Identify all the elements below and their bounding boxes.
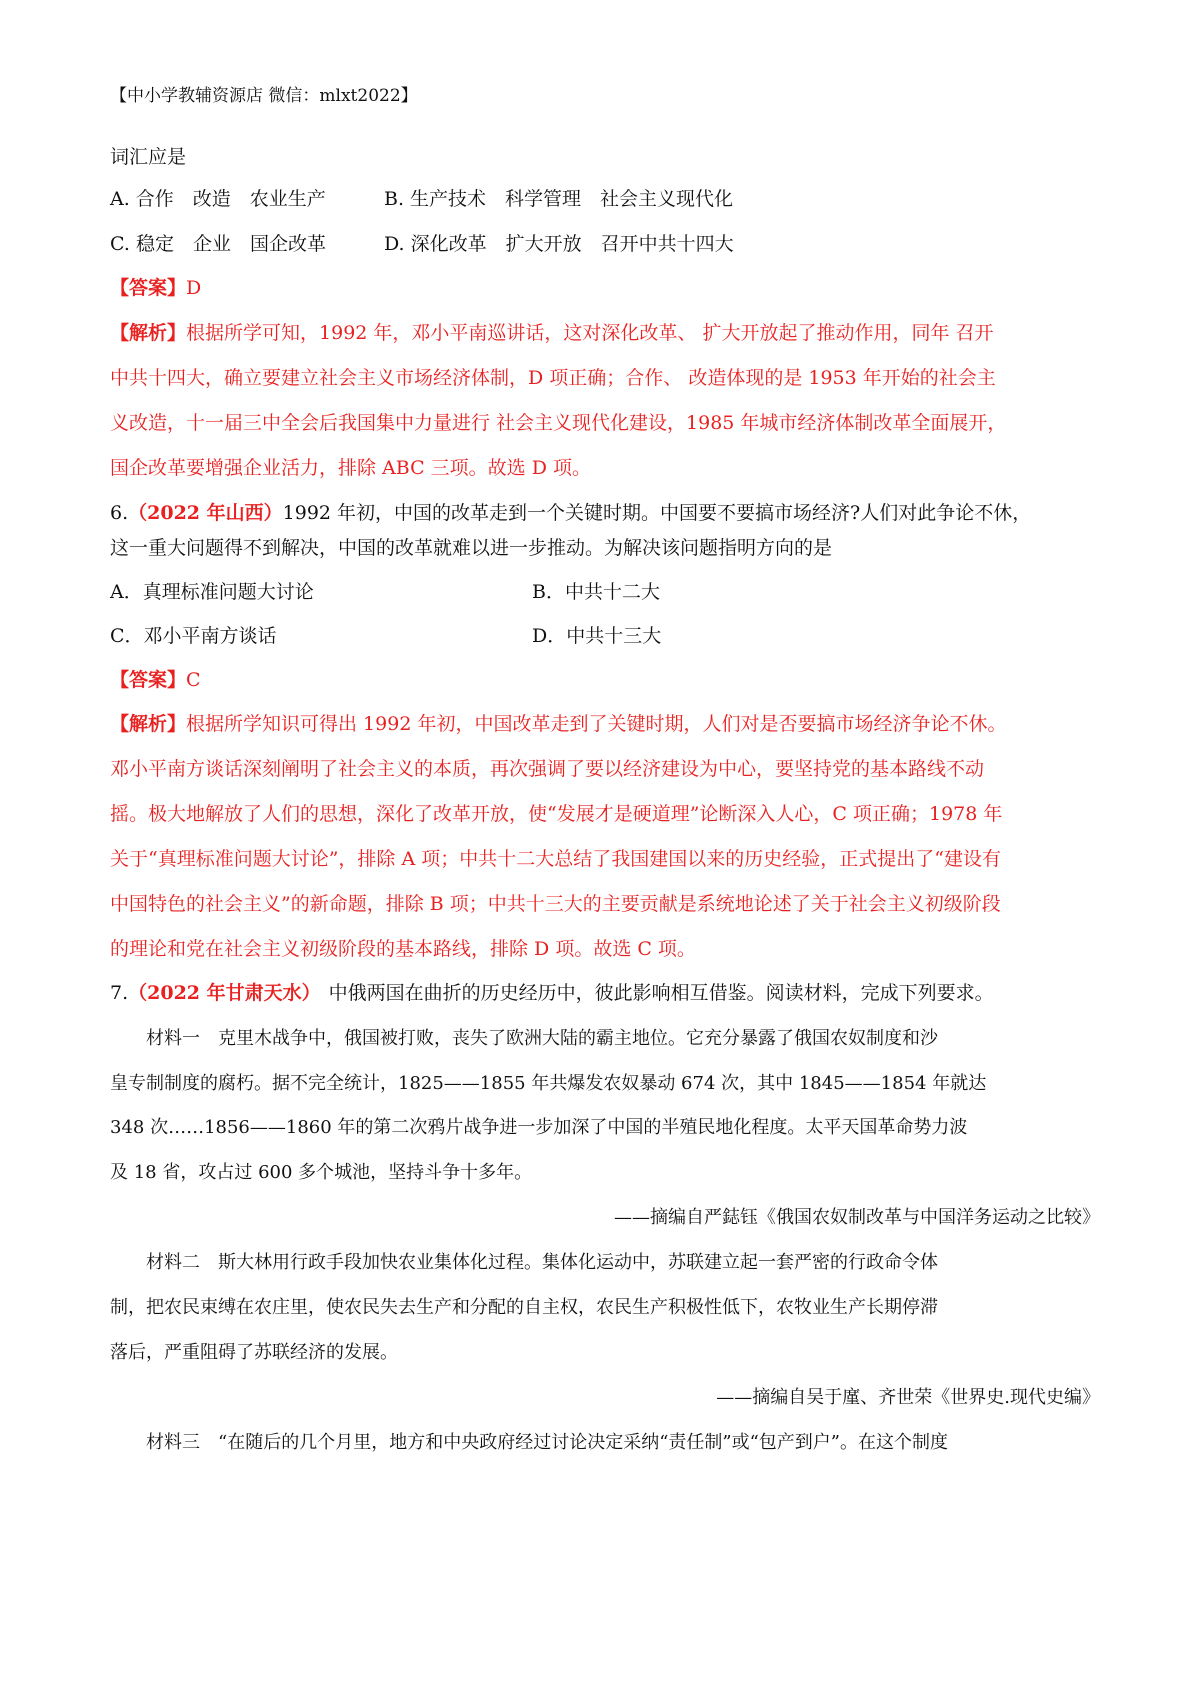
q6-analysis-line-2: 邓小平南方谈话深刻阐明了社会主义的本质，再次强调了要以经济建设为中心，要坚持党的基本路线不动 [110, 758, 985, 780]
q5-analysis-tag: 【解析】 [110, 322, 187, 344]
q7-stem [110, 981, 1100, 1005]
q5-option-c: C. 稳定 企业 国企改革 [110, 233, 326, 255]
q7-source: （2022 年甘肃天水） [128, 982, 321, 1004]
q6-analysis-line-6: 的理论和党在社会主义初级阶段的基本路线，排除 D 项。故选 C 项。 [110, 938, 696, 960]
q6-analysis-line-5: 中国特色的社会主义”的新命题，排除 B 项；中共十三大的主要贡献是系统地论述了关于社会主义初级阶段 [110, 893, 1001, 915]
header-watermark: 【中小学教辅资源店 微信：mlxt2022】 [110, 86, 418, 106]
q7-material-2-line-1: 材料二 斯大林用行政手段加快农业集体化过程。集体化运动中，苏联建立起一套严密的行政命令体 [146, 1252, 938, 1273]
q6-stem-line-2: 这一重大问题得不到解决，中国的改革就难以进一步推动。为解决该问题指明方向的是 [110, 537, 833, 559]
q7-material-2-source: ——摘编自吴于廑、齐世荣《世界史.现代史编》 [716, 1387, 1100, 1408]
q6-analysis-line-1 [110, 712, 1100, 736]
q6-source: （2022 年山西） [128, 502, 283, 524]
q5-answer-tag: 【答案】 [110, 277, 187, 299]
q6-stem-text-1: 1992 年初，中国的改革走到一个关键时期。中国要不要搞市场经济?人们对此争论不休， [282, 502, 1032, 524]
q6-answer-tag: 【答案】 [110, 669, 187, 691]
q7-material-1-line-1: 材料一 克里木战争中，俄国被打败，丧失了欧洲大陆的霸主地位。它充分暴露了俄国农奴制度和沙 [146, 1028, 938, 1049]
q5-analysis-line-2: 中共十四大，确立要建立社会主义市场经济体制，D 项正确；合作、 改造体现的是 1953 年开始的社会主 [110, 367, 996, 389]
q7-material-3-line-1: 材料三 “在随后的几个月里，地方和中央政府经过讨论决定采纳“责任制”或“包产到户”。在这个制度 [146, 1432, 949, 1453]
q6-option-b: B．中共十二大 [532, 581, 660, 603]
q6-analysis-tag: 【解析】 [110, 713, 187, 735]
q6-option-d: D．中共十三大 [532, 625, 662, 647]
q6-analysis-line-4: 关于“真理标准问题大讨论”，排除 A 项；中共十二大总结了我国建国以来的历史经验，正式提出了“建设有 [110, 848, 1001, 870]
q7-stem-text: 中俄两国在曲折的历史经历中，彼此影响相互借鉴。阅读材料，完成下列要求。 [328, 982, 994, 1004]
q5-options-row-2 [110, 232, 1100, 256]
q5-stem-tail: 词汇应是 [110, 146, 187, 168]
q7-material-2-line-2: 制，把农民束缚在农庄里，使农民失去生产和分配的自主权，农民生产积极性低下，农牧业生产长期停滞 [110, 1297, 938, 1318]
q5-options-row-1 [110, 187, 1100, 211]
q5-option-b: B. 生产技术 科学管理 社会主义现代化 [384, 188, 734, 210]
q7-material-1-source: ——摘编自严鋕钰《俄国农奴制改革与中国洋务运动之比较》 [614, 1207, 1100, 1228]
q5-analysis-line-3: 义改造，十一届三中全会后我国集中力量进行 社会主义现代化建设，1985 年城市经济体制改革全面展开， [110, 412, 1007, 434]
q7-material-1-line-4: 及 18 省，攻占过 600 多个城池，坚持斗争十多年。 [110, 1162, 533, 1183]
q5-analysis-line-1 [110, 321, 1100, 345]
q7-material-2-line-3: 落后，严重阻碍了苏联经济的发展。 [110, 1342, 398, 1363]
q6-options-row-2 [110, 624, 1100, 648]
q6-stem-line-1 [110, 501, 1100, 525]
q5-answer [110, 276, 1100, 300]
q5-analysis-text-1: 根据所学可知，1992 年，邓小平南巡讲话，这对深化改革、 扩大开放起了推动作用，同年 召开 [186, 322, 994, 344]
q6-option-a: A．真理标准问题大讨论 [110, 581, 314, 603]
q5-option-a: A. 合作 改造 农业生产 [110, 188, 326, 210]
q6-answer [110, 668, 1100, 692]
q6-analysis-line-3: 摇。极大地解放了人们的思想，深化了改革开放，使“发展才是硬道理”论断深入人心，C 项正确；1978 年 [110, 803, 1003, 825]
q5-answer-value: D [186, 277, 202, 299]
q6-options-row-1 [110, 580, 1100, 604]
q6-analysis-text-1: 根据所学知识可得出 1992 年初，中国改革走到了关键时期，人们对是否要搞市场经济争论不休。 [186, 713, 1007, 735]
q7-number: 7. [110, 982, 129, 1004]
q5-option-d: D. 深化改革 扩大开放 召开中共十四大 [384, 233, 734, 255]
q7-material-1-line-3: 348 次……1856——1860 年的第二次鸦片战争进一步加深了中国的半殖民地化程度。太平天国革命势力波 [110, 1117, 968, 1138]
q6-option-c: C．邓小平南方谈话 [110, 625, 277, 647]
q5-analysis-line-4: 国企改革要增强企业活力，排除 ABC 三项。故选 D 项。 [110, 457, 591, 479]
q6-answer-value: C [186, 669, 201, 691]
q7-material-1-line-2: 皇专制制度的腐朽。据不完全统计，1825——1855 年共爆发农奴暴动 674 次，其中 1845——1854 年就达 [110, 1073, 987, 1094]
q6-number: 6. [110, 502, 129, 524]
